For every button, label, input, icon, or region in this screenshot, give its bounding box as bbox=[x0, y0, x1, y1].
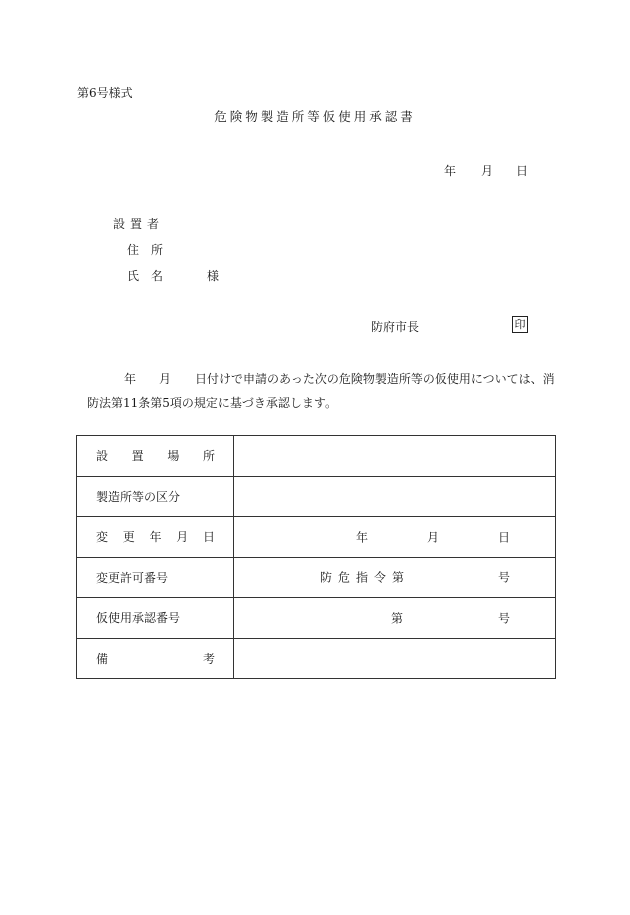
table-row-provisional-approval-number bbox=[77, 598, 556, 639]
change-permit-number-label: 変更許可番号 bbox=[77, 557, 234, 598]
table-row-remarks bbox=[77, 638, 556, 679]
installer-label: 設置者 bbox=[113, 217, 165, 231]
installation-site-value[interactable] bbox=[234, 436, 556, 477]
change-permit-prefix: 防危指令第 bbox=[320, 570, 411, 585]
honorific: 様 bbox=[207, 269, 220, 283]
address-label: 住所 bbox=[127, 243, 176, 257]
change-permit-number-value[interactable] bbox=[234, 557, 556, 598]
table-row-change-permit-number bbox=[77, 557, 556, 598]
change-date-day-label: 日 bbox=[498, 530, 511, 545]
change-date-year-label: 年 bbox=[356, 530, 369, 545]
facility-category-label: 製造所等の区分 bbox=[77, 476, 234, 517]
change-date-month-label: 月 bbox=[427, 530, 440, 545]
document-title: 危険物製造所等仮使用承認書 bbox=[214, 109, 416, 124]
installation-site-label: 設 置 場 所 bbox=[77, 436, 234, 477]
remarks-label: 備 考 bbox=[77, 638, 234, 679]
body-text-line-2: 防法第11条第5項の規定に基づき承認します。 bbox=[87, 396, 337, 410]
table-row-installation-site bbox=[77, 436, 556, 477]
seal-mark: 印 bbox=[512, 316, 528, 333]
provisional-approval-prefix: 第 bbox=[391, 611, 404, 626]
remarks-value[interactable] bbox=[234, 638, 556, 679]
provisional-approval-number-label: 仮使用承認番号 bbox=[77, 598, 234, 639]
body-text-line-1: 年 月 日付けで申請のあった次の危険物製造所等の仮使用については、消 bbox=[124, 372, 555, 386]
form-number: 第6号様式 bbox=[77, 86, 133, 100]
provisional-approval-suffix: 号 bbox=[498, 611, 511, 626]
table-row-facility-category bbox=[77, 476, 556, 517]
issuer-title: 防府市長 bbox=[371, 320, 420, 334]
facility-category-value[interactable] bbox=[234, 476, 556, 517]
change-date-value[interactable] bbox=[234, 517, 556, 558]
header-year-label: 年 bbox=[444, 164, 457, 178]
approval-table bbox=[76, 435, 556, 679]
change-date-label: 変 更 年 月 日 bbox=[77, 517, 234, 558]
header-day-label: 日 bbox=[516, 164, 529, 178]
provisional-approval-number-value[interactable] bbox=[234, 598, 556, 639]
change-permit-suffix: 号 bbox=[498, 570, 511, 585]
table-row-change-date bbox=[77, 517, 556, 558]
name-label: 氏名 bbox=[127, 269, 176, 283]
header-month-label: 月 bbox=[481, 164, 494, 178]
